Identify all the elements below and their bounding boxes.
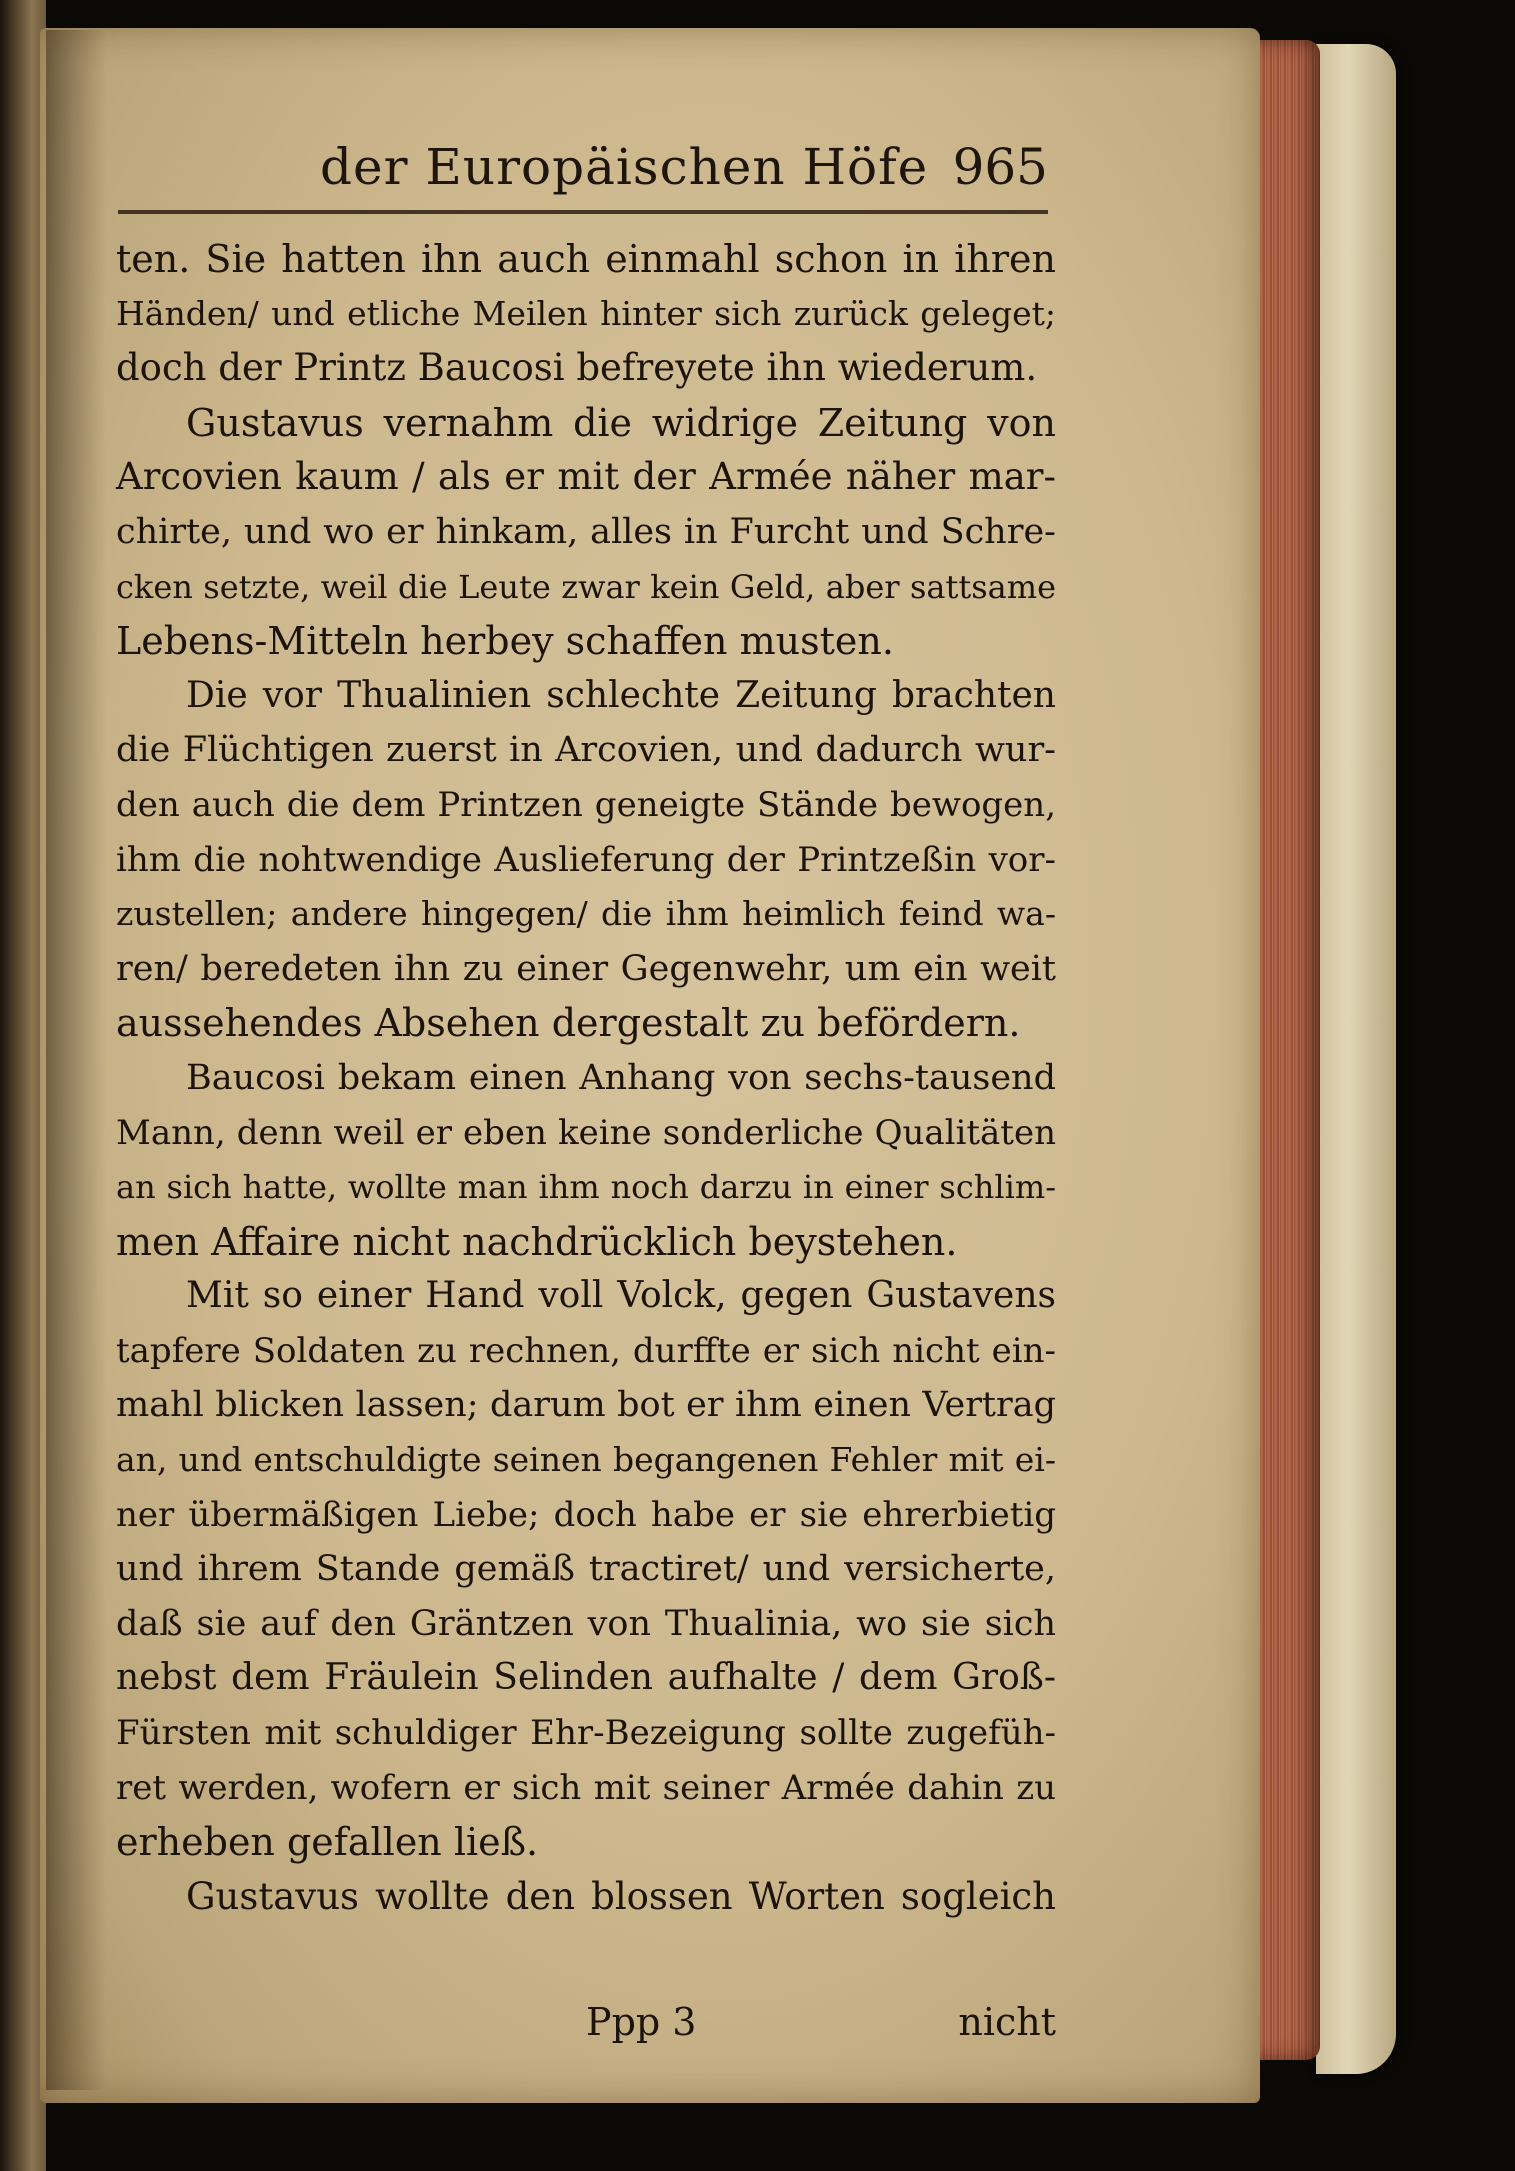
running-header	[118, 138, 1048, 218]
text-line: chirte, und wo er hinkam, alles in Furcht und Schre-	[116, 511, 1056, 552]
text-line: Baucosi bekam einen Anhang von sechs-tausend	[186, 1057, 1056, 1098]
text-line: ten. Sie hatten ihn auch einmahl schon in ihren	[116, 237, 1056, 281]
header-rule	[118, 210, 1048, 214]
text-line: mahl blicken lassen; darum bot er ihm einen Vertrag	[116, 1385, 1056, 1426]
text-line: zustellen; andere hingegen/ die ihm heimlich feind wa-	[116, 894, 1056, 934]
text-line: Arcovien kaum / als er mit der Armée näher mar-	[116, 455, 1056, 499]
page-number: 965	[952, 138, 1048, 196]
text-line: die Flüchtigen zuerst in Arcovien, und dadurch wur-	[116, 730, 1056, 771]
text-line: ihm die nohtwendige Auslieferung der Printzeßin vor-	[116, 839, 1056, 880]
text-line: erheben gefallen ließ.	[116, 1820, 539, 1865]
text-line: den auch die dem Printzen geneigte Stände bewogen,	[116, 784, 1056, 825]
text-line: an, und entschuldigte seinen begangenen Fehler mit ei-	[116, 1440, 1056, 1480]
text-line: Lebens-Mitteln herbey schaffen musten.	[116, 619, 894, 664]
text-line: doch der Printz Baucosi befreyete ihn wiederum.	[116, 346, 1038, 390]
text-line: und ihrem Stande gemäß tractiret/ und versicherte,	[116, 1549, 1056, 1590]
page-footer	[116, 2000, 1056, 2056]
text-line: nebst dem Fräulein Selinden aufhalte / dem Groß-	[116, 1657, 1056, 1699]
text-line: ret werden, wofern er sich mit seiner Armée dahin zu	[116, 1767, 1056, 1808]
text-line: Mit so einer Hand voll Volck, gegen Gustavens	[186, 1275, 1056, 1317]
signature-mark: Ppp 3	[586, 2000, 697, 2044]
catchword: nicht	[958, 2000, 1056, 2044]
text-line: tapfere Soldaten zu rechnen, durffte er sich nicht ein-	[116, 1330, 1056, 1371]
text-line: an sich hatte, wollte man ihm noch darzu in einer schlim-	[116, 1168, 1056, 1207]
text-line: cken setzte, weil die Leute zwar kein Geld, aber sattsame	[116, 567, 1056, 606]
text-line: Gustavus wollte den blossen Worten sogleich	[186, 1874, 1056, 1918]
text-line: Händen/ und etliche Meilen hinter sich zurück geleget;	[116, 293, 1056, 333]
text-line: aussehendes Absehen dergestalt zu befördern.	[116, 1001, 1021, 1046]
running-title: der Europäischen Höfe	[320, 138, 929, 196]
text-line: Fürsten mit schuldiger Ehr-Bezeigung sollte zugefüh-	[116, 1713, 1056, 1754]
text-line: ner übermäßigen Liebe; doch habe er sie ehrerbietig	[116, 1494, 1056, 1535]
body-text	[116, 232, 1056, 1924]
text-line: Gustavus vernahm die widrige Zeitung von	[186, 400, 1056, 445]
text-line: ren/ beredeten ihn zu einer Gegenwehr, um ein weit	[116, 948, 1056, 989]
book-cover-edge	[1316, 44, 1396, 2074]
text-line: Mann, denn weil er eben keine sonderliche Qualitäten	[116, 1112, 1056, 1153]
text-line: Die vor Thualinien schlechte Zeitung brachten	[186, 674, 1056, 716]
text-line: men Affaire nicht nachdrücklich beystehen.	[116, 1219, 958, 1264]
text-line: daß sie auf den Gräntzen von Thualinia, wo sie sich	[116, 1603, 1056, 1644]
